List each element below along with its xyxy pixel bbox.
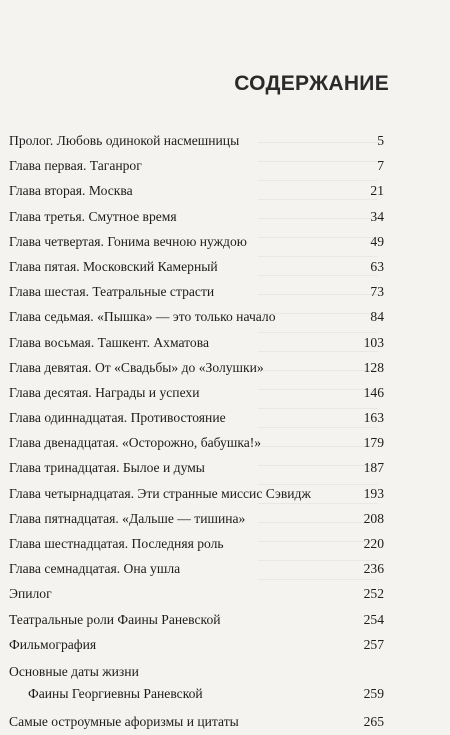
toc-entry-title: Глава восьмая. Ташкент. Ахматова (9, 334, 210, 350)
toc-entry-page: 73 (370, 284, 384, 300)
toc-entry (9, 506, 384, 531)
toc-entry (9, 709, 384, 734)
toc-entry-title: Глава шестая. Театральные страсти (9, 284, 215, 300)
toc-entry (9, 430, 384, 455)
toc-entry (9, 632, 384, 657)
toc-entry-page: 5 (377, 133, 384, 148)
toc-entry-page: 193 (363, 485, 384, 501)
toc-entry-page: 265 (363, 713, 384, 729)
toc-entry (9, 531, 384, 556)
toc-entry (9, 330, 384, 355)
toc-entry (9, 128, 384, 153)
toc-entry-title-line1: Основные даты жизни (9, 663, 139, 679)
page-title: СОДЕРЖАНИЕ (234, 72, 389, 95)
toc-entry-page: 179 (363, 435, 384, 451)
toc-entry (9, 355, 384, 380)
toc-entry-page: 84 (370, 309, 384, 325)
toc-entry-page: 49 (370, 233, 384, 249)
toc-entry-title: Глава двенадцатая. «Осторожно, бабушка!» (9, 435, 262, 451)
toc-entry-title: Глава пятнадцатая. «Дальше — тишина» (9, 510, 246, 526)
toc-entry-page: 236 (363, 561, 384, 577)
toc-entry-title: Театральные роли Фаины Раневской (9, 611, 221, 627)
toc-entry-page: 257 (363, 636, 384, 652)
toc-entry-page: 146 (363, 384, 384, 400)
toc-entry-title: Глава девятая. От «Свадьбы» до «Золушки» (9, 359, 264, 375)
toc-entry-title: Глава семнадцатая. Она ушла (9, 561, 181, 577)
toc-entry (9, 254, 384, 279)
toc-entry (9, 405, 384, 430)
toc-entry-page: 21 (370, 183, 384, 199)
toc-entry-title: Пролог. Любовь одинокой насмешницы (9, 133, 240, 148)
toc-entry-title: Глава третья. Смутное время (9, 208, 177, 224)
toc-entry-title: Глава пятая. Московский Камерный (9, 258, 218, 274)
toc-entry (9, 481, 384, 506)
toc-entry-page: 7 (377, 158, 384, 174)
toc-entry-page: 163 (363, 410, 384, 426)
toc-entry-title: Самые остроумные афоризмы и цитаты (9, 713, 239, 729)
toc-entry-page: 259 (363, 685, 384, 701)
toc-entry (9, 380, 384, 405)
toc-entry-title: Глава десятая. Награды и успехи (9, 384, 200, 400)
toc-entry (9, 229, 384, 254)
toc-entry-title: Глава седьмая. «Пышка» — это только начало (9, 309, 276, 325)
toc-entry (9, 178, 384, 203)
toc-entry-page: 63 (370, 258, 384, 274)
toc-entry (9, 204, 384, 229)
toc-entry-title: Глава четвертая. Гонима вечною нуждою (9, 233, 247, 249)
toc-entry (9, 556, 384, 581)
toc-entry-title: Глава тринадцатая. Былое и думы (9, 460, 205, 476)
toc-entry-page: 103 (363, 334, 384, 350)
toc-entry-title: Глава одиннадцатая. Противостояние (9, 410, 226, 426)
toc-entry-title: Фильмография (9, 636, 97, 652)
toc-entry (9, 304, 384, 329)
toc-entry-page: 220 (363, 536, 384, 551)
toc-entry-title: Эпилог (9, 586, 52, 602)
toc-entry (9, 279, 384, 304)
toc-entry (9, 153, 384, 178)
toc-entry (9, 455, 384, 480)
toc-entry-page: 208 (363, 510, 384, 526)
toc-entry-title: Глава четырнадцатая. Эти странные миссис Сэвидж (9, 485, 311, 501)
toc-entry-page: 187 (363, 460, 384, 476)
toc-entry-title: Глава вторая. Москва (9, 183, 133, 199)
toc-entry (9, 581, 384, 606)
toc-entry-dates (9, 661, 384, 705)
table-of-contents (9, 128, 384, 734)
toc-entry-page: 128 (363, 359, 384, 375)
toc-entry-page: 254 (363, 611, 384, 627)
toc-entry-title-line2: Фаины Георгиевны Раневской (28, 685, 203, 701)
toc-entry (9, 607, 384, 632)
toc-entry-page: 34 (370, 208, 384, 224)
toc-entry-title: Глава шестнадцатая. Последняя роль (9, 536, 224, 551)
toc-entry-title: Глава первая. Таганрог (9, 158, 142, 174)
toc-entry-page: 252 (363, 586, 384, 602)
